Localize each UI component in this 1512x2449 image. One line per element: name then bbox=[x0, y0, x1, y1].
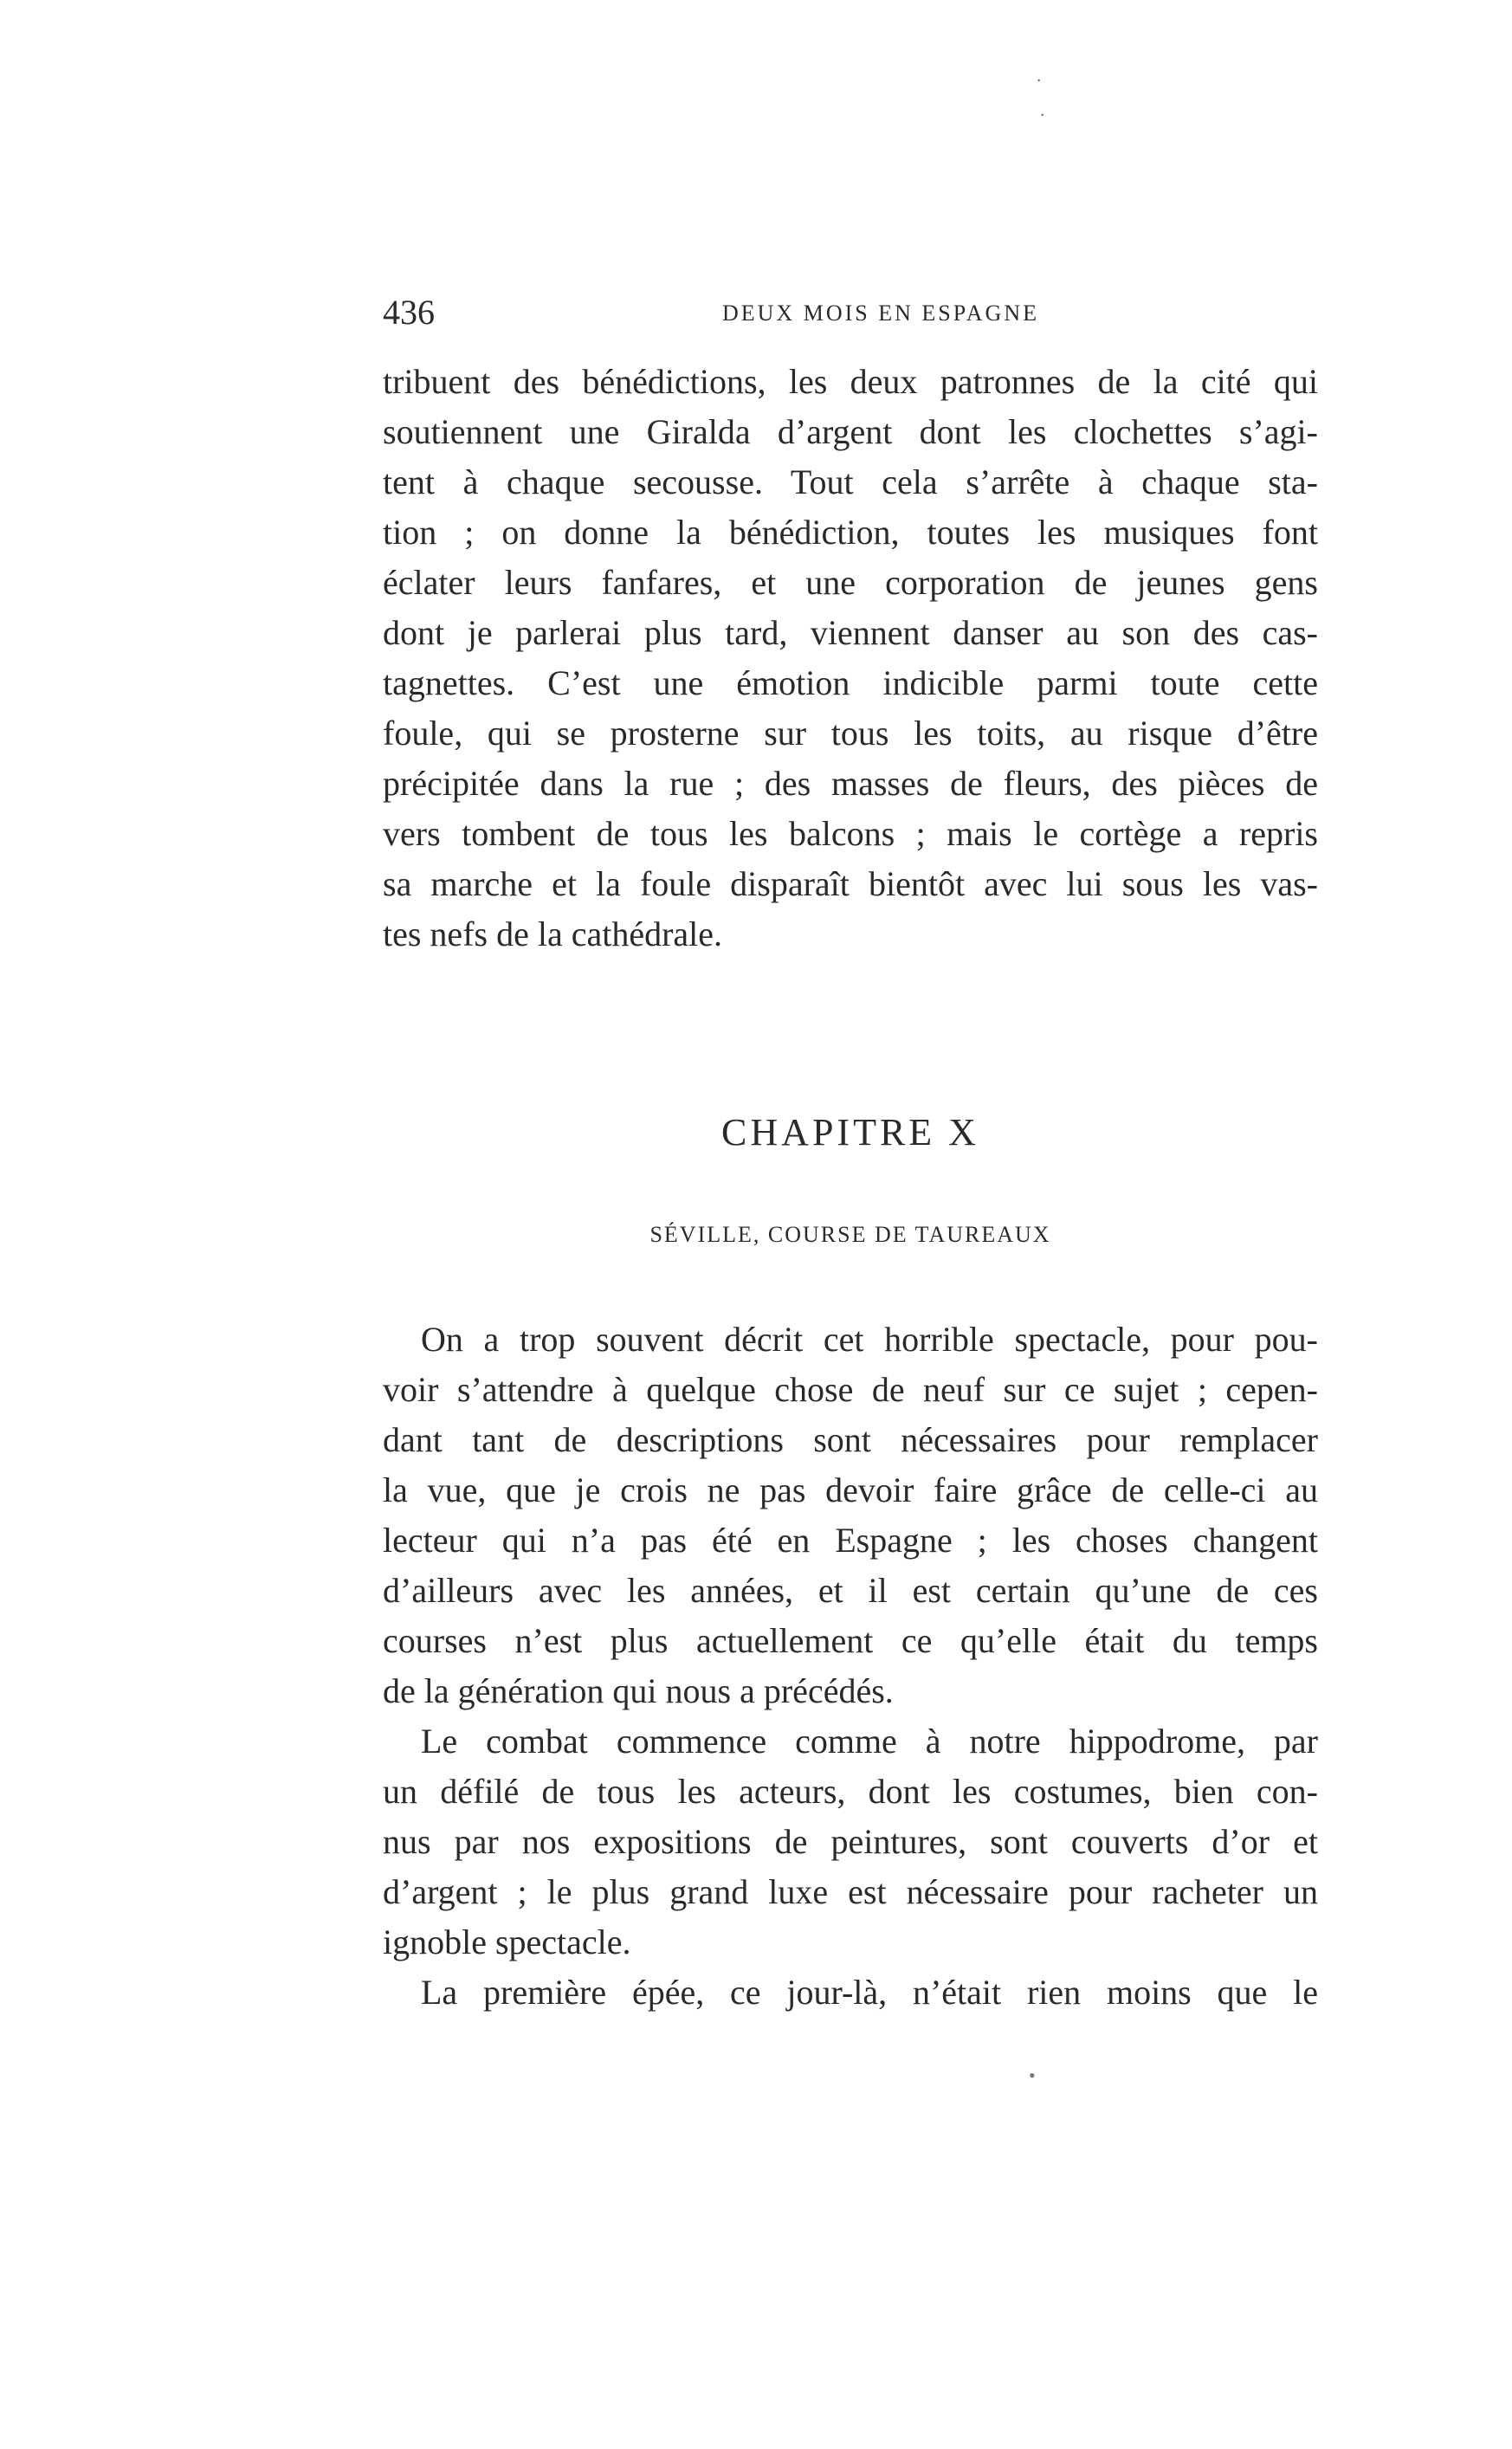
text-line: tion ; on donne la bénédiction, toutes les musiques font bbox=[383, 513, 1318, 552]
text-line: sa marche et la foule disparaît bientôt avec lui sous les vas- bbox=[383, 864, 1318, 903]
text-line: tent à chaque secousse. Tout cela s’arrête à chaque sta- bbox=[383, 462, 1318, 501]
text-line: éclater leurs fanfares, et une corporation de jeunes gens bbox=[383, 563, 1318, 602]
text-line: précipitée dans la rue ; des masses de fleurs, des pièces de bbox=[383, 764, 1318, 803]
text-line: ignoble spectacle. bbox=[383, 1922, 631, 1961]
paragraph-3 bbox=[383, 1968, 1318, 2018]
paragraph-1 bbox=[383, 1315, 1318, 1716]
text-line: vers tombent de tous les balcons ; mais le cortège a repris bbox=[383, 814, 1318, 853]
text-line: soutiennent une Giralda d’argent dont les clochettes s’agi- bbox=[383, 412, 1318, 451]
text-line: tes nefs de la cathédrale. bbox=[383, 914, 723, 953]
text-line: dant tant de descriptions sont nécessaires pour remplacer bbox=[383, 1420, 1318, 1459]
chapter-subtitle: SÉVILLE, COURSE DE TAUREAUX bbox=[649, 1222, 1051, 1247]
text-line: voir s’attendre à quelque chose de neuf sur ce sujet ; cepen- bbox=[383, 1370, 1318, 1409]
text-line: foule, qui se prosterne sur tous les toits, au risque d’être bbox=[383, 714, 1318, 753]
chapter-title: CHAPITRE X bbox=[721, 1111, 979, 1153]
speck-mark-icon: · bbox=[1039, 104, 1046, 126]
speck-mark-icon: · bbox=[1036, 69, 1043, 91]
continuation-paragraph bbox=[383, 357, 1318, 960]
text-line: La première épée, ce jour-là, n’était rien moins que le bbox=[421, 1973, 1318, 2012]
running-title: DEUX MOIS EN ESPAGNE bbox=[721, 300, 1039, 326]
text-line: Le combat commence comme à notre hippodrome, par bbox=[421, 1722, 1318, 1761]
text-line: d’ailleurs avec les années, et il est certain qu’une de ces bbox=[383, 1571, 1318, 1610]
text-line: lecteur qui n’a pas été en Espagne ; les choses changent bbox=[383, 1521, 1318, 1560]
text-line: tribuent des bénédictions, les deux patronnes de la cité qui bbox=[383, 362, 1318, 401]
text-line: de la génération qui nous a précédés. bbox=[383, 1671, 894, 1710]
text-line: un défilé de tous les acteurs, dont les costumes, bien con- bbox=[383, 1772, 1318, 1811]
text-line: dont je parlerai plus tard, viennent danser au son des cas- bbox=[383, 613, 1318, 652]
paragraph-2 bbox=[383, 1716, 1318, 1968]
printer-mark-icon: • bbox=[1029, 2065, 1036, 2086]
page-number: 436 bbox=[383, 293, 435, 332]
text-line: nus par nos expositions de peintures, sont couverts d’or et bbox=[383, 1822, 1318, 1861]
text-line: courses n’est plus actuellement ce qu’elle était du temps bbox=[383, 1621, 1318, 1660]
running-head bbox=[383, 291, 1318, 334]
text-line: tagnettes. C’est une émotion indicible parmi toute cette bbox=[383, 663, 1318, 702]
text-line: d’argent ; le plus grand luxe est nécessaire pour racheter un bbox=[383, 1872, 1318, 1911]
text-line: On a trop souvent décrit cet horrible spectacle, pour pou- bbox=[421, 1320, 1318, 1359]
text-line: la vue, que je crois ne pas devoir faire grâce de celle-ci au bbox=[383, 1470, 1318, 1509]
